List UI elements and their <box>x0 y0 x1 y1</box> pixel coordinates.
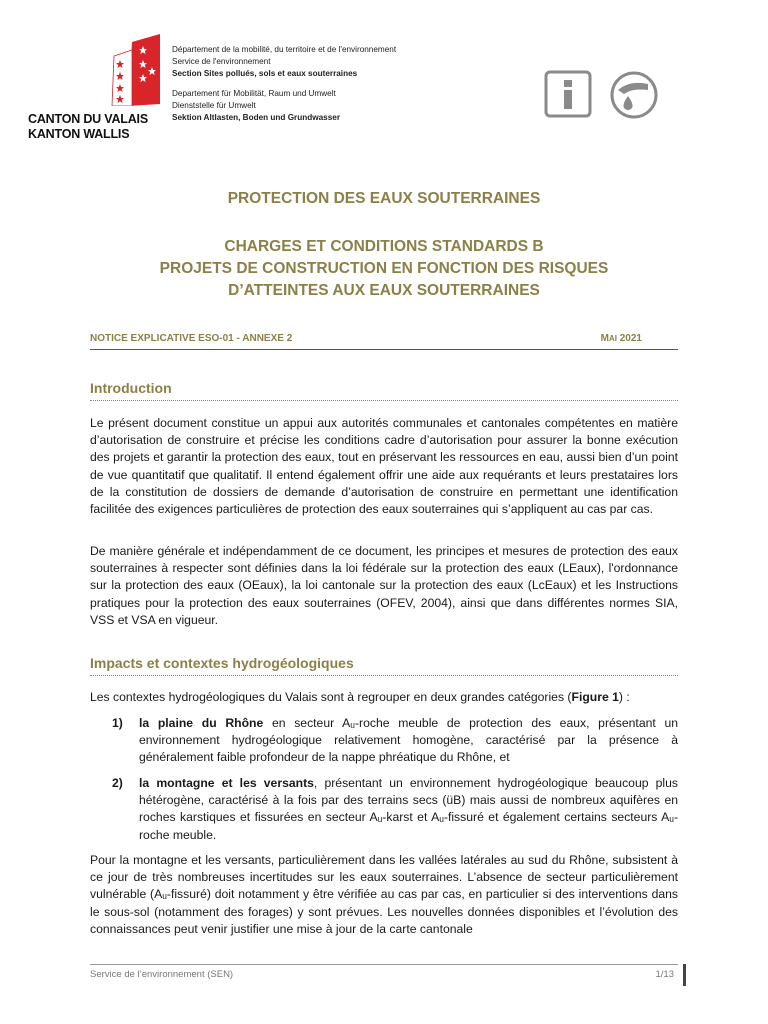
impacts-lead-paragraph: Les contextes hydrogéologiques du Valais sont à regrouper en deux grandes catégories (Figure 1) : <box>90 690 630 704</box>
list-item-term: la plaine du Rhône <box>139 716 264 730</box>
dept-de-section: Sektion Altlasten, Boden und Grundwasser <box>172 112 341 122</box>
list-item-text: en secteur Aᵤ-roche meuble de protection des eaux, présentant un environnement hydrogéologique relativement homogène, caractérisé par la présence à généralement faible profondeur de la nappe phréatique du Rhône, et <box>139 716 679 765</box>
footer-marker <box>683 964 686 986</box>
dept-de-line: Departement für Mobilität, Raum und Umwelt <box>172 89 336 99</box>
subtitle-line-2: PROJETS DE CONSTRUCTION EN FONCTION DES RISQUES <box>159 260 609 277</box>
notice-bar <box>90 333 678 350</box>
footer-service: Service de l’environnement (SEN) <box>90 969 234 980</box>
subtitle-line-3: D’ATTEINTES AUX EAUX SOUTERRAINES <box>228 282 540 299</box>
list-item <box>90 775 678 844</box>
list-item-term: la montagne et les versants <box>139 776 314 790</box>
pictograms <box>544 70 664 125</box>
dept-fr-line: Service de l'environnement <box>172 56 271 66</box>
figure-reference: Figure 1 <box>571 690 619 704</box>
dept-fr-line: Département de la mobilité, du territoire et de l'environnement <box>172 45 397 54</box>
department-info <box>172 44 396 124</box>
notice-month-rest: AI <box>608 334 617 343</box>
page-footer <box>90 964 678 983</box>
intro-paragraph-1: Le présent document constitue un appui aux autorités communales et cantonales compétentes en matière d’autorisation de construire et précise les conditions cadre d’autorisation pour assurer la bonne exécution des projets et garantir la protection des eaux, tout en préservant les ressources en eau, aussi bien d’un point de vue quantitatif que qualitatif. Il entend également offrir une aide aux requérants et leurs prestataires lors de la constitution de dossiers de demande d’autorisation de construire en permettant une identification facilitée des exigences particulières de protection des eaux souterraines qui s’appliquent au cas par cas. <box>90 416 678 517</box>
section-heading-impacts: Impacts et contextes hydrogéologiques <box>90 655 678 676</box>
intro-paragraph-2: De manière générale et indépendamment de ce document, les principes et mesures de protection des eaux souterraines à respecter sont définies dans la loi fédérale sur la protection des eaux (LEaux), l'ordonnance sur la protection des eaux (OEaux), la loi cantonale sur la protection des eaux (LcEaux) et les Instructions pratiques pour la protection des eaux souterraines (OFEV, 2004), ainsi que dans différentes normes SIA, VSS et VSA en vigueur. <box>90 544 678 627</box>
section-heading-introduction: Introduction <box>90 380 678 401</box>
notice-year: 2021 <box>616 333 642 344</box>
list-item-text: , présentant un environnement hydrogéologique beaucoup plus hétérogène, caractérisé à la fois par des terrains secs (üB) mais aussi de nombreux aquifères en roches karstiques et fissurées en secteur Aᵤ-karst et Aᵤ-fissuré et également certains secteurs Aᵤ-roche meuble. <box>139 776 679 842</box>
notice-month-initial: M <box>600 333 609 344</box>
water-drop-icon <box>612 73 656 117</box>
page-number: 1/13 <box>655 969 674 980</box>
list-number: 2) <box>112 776 123 790</box>
list-number: 1) <box>112 716 123 730</box>
valais-shield-icon <box>110 34 160 106</box>
dept-fr-section: Section Sites pollués, sols et eaux souterraines <box>172 68 358 78</box>
subtitle-line-1: CHARGES ET CONDITIONS STANDARDS B <box>224 238 544 255</box>
document-subtitle <box>90 236 678 302</box>
info-icon <box>546 72 590 116</box>
document-title: PROTECTION DES EAUX SOUTERRAINES <box>227 190 541 207</box>
notice-date <box>601 333 642 344</box>
canton-name-fr: CANTON DU VALAIS <box>28 112 148 126</box>
canton-name <box>28 112 148 142</box>
list-item <box>90 715 678 767</box>
canton-name-de: KANTON WALLIS <box>28 127 130 141</box>
dept-de-line: Dienststelle für Umwelt <box>172 101 256 111</box>
impacts-paragraph-2: Pour la montagne et les versants, particulièrement dans les vallées latérales au sud du Rhône, subsistent à ce jour de très nombreuses incertitudes sur les eaux souterraines. L’absence de secteur particulièrement vulnérable (Aᵤ-fissuré) doit notamment y être vérifiée au cas par cas, en particulier si des interventions dans le sous-sol (notamment des forages) y sont prévues. Les nouvelles données disponibles et l’évolution des connaissances peut venir justifier une mise à jour de la carte cantonale <box>90 853 678 936</box>
notice-reference: NOTICE EXPLICATIVE ESO-01 - ANNEXE 2 <box>90 333 293 344</box>
